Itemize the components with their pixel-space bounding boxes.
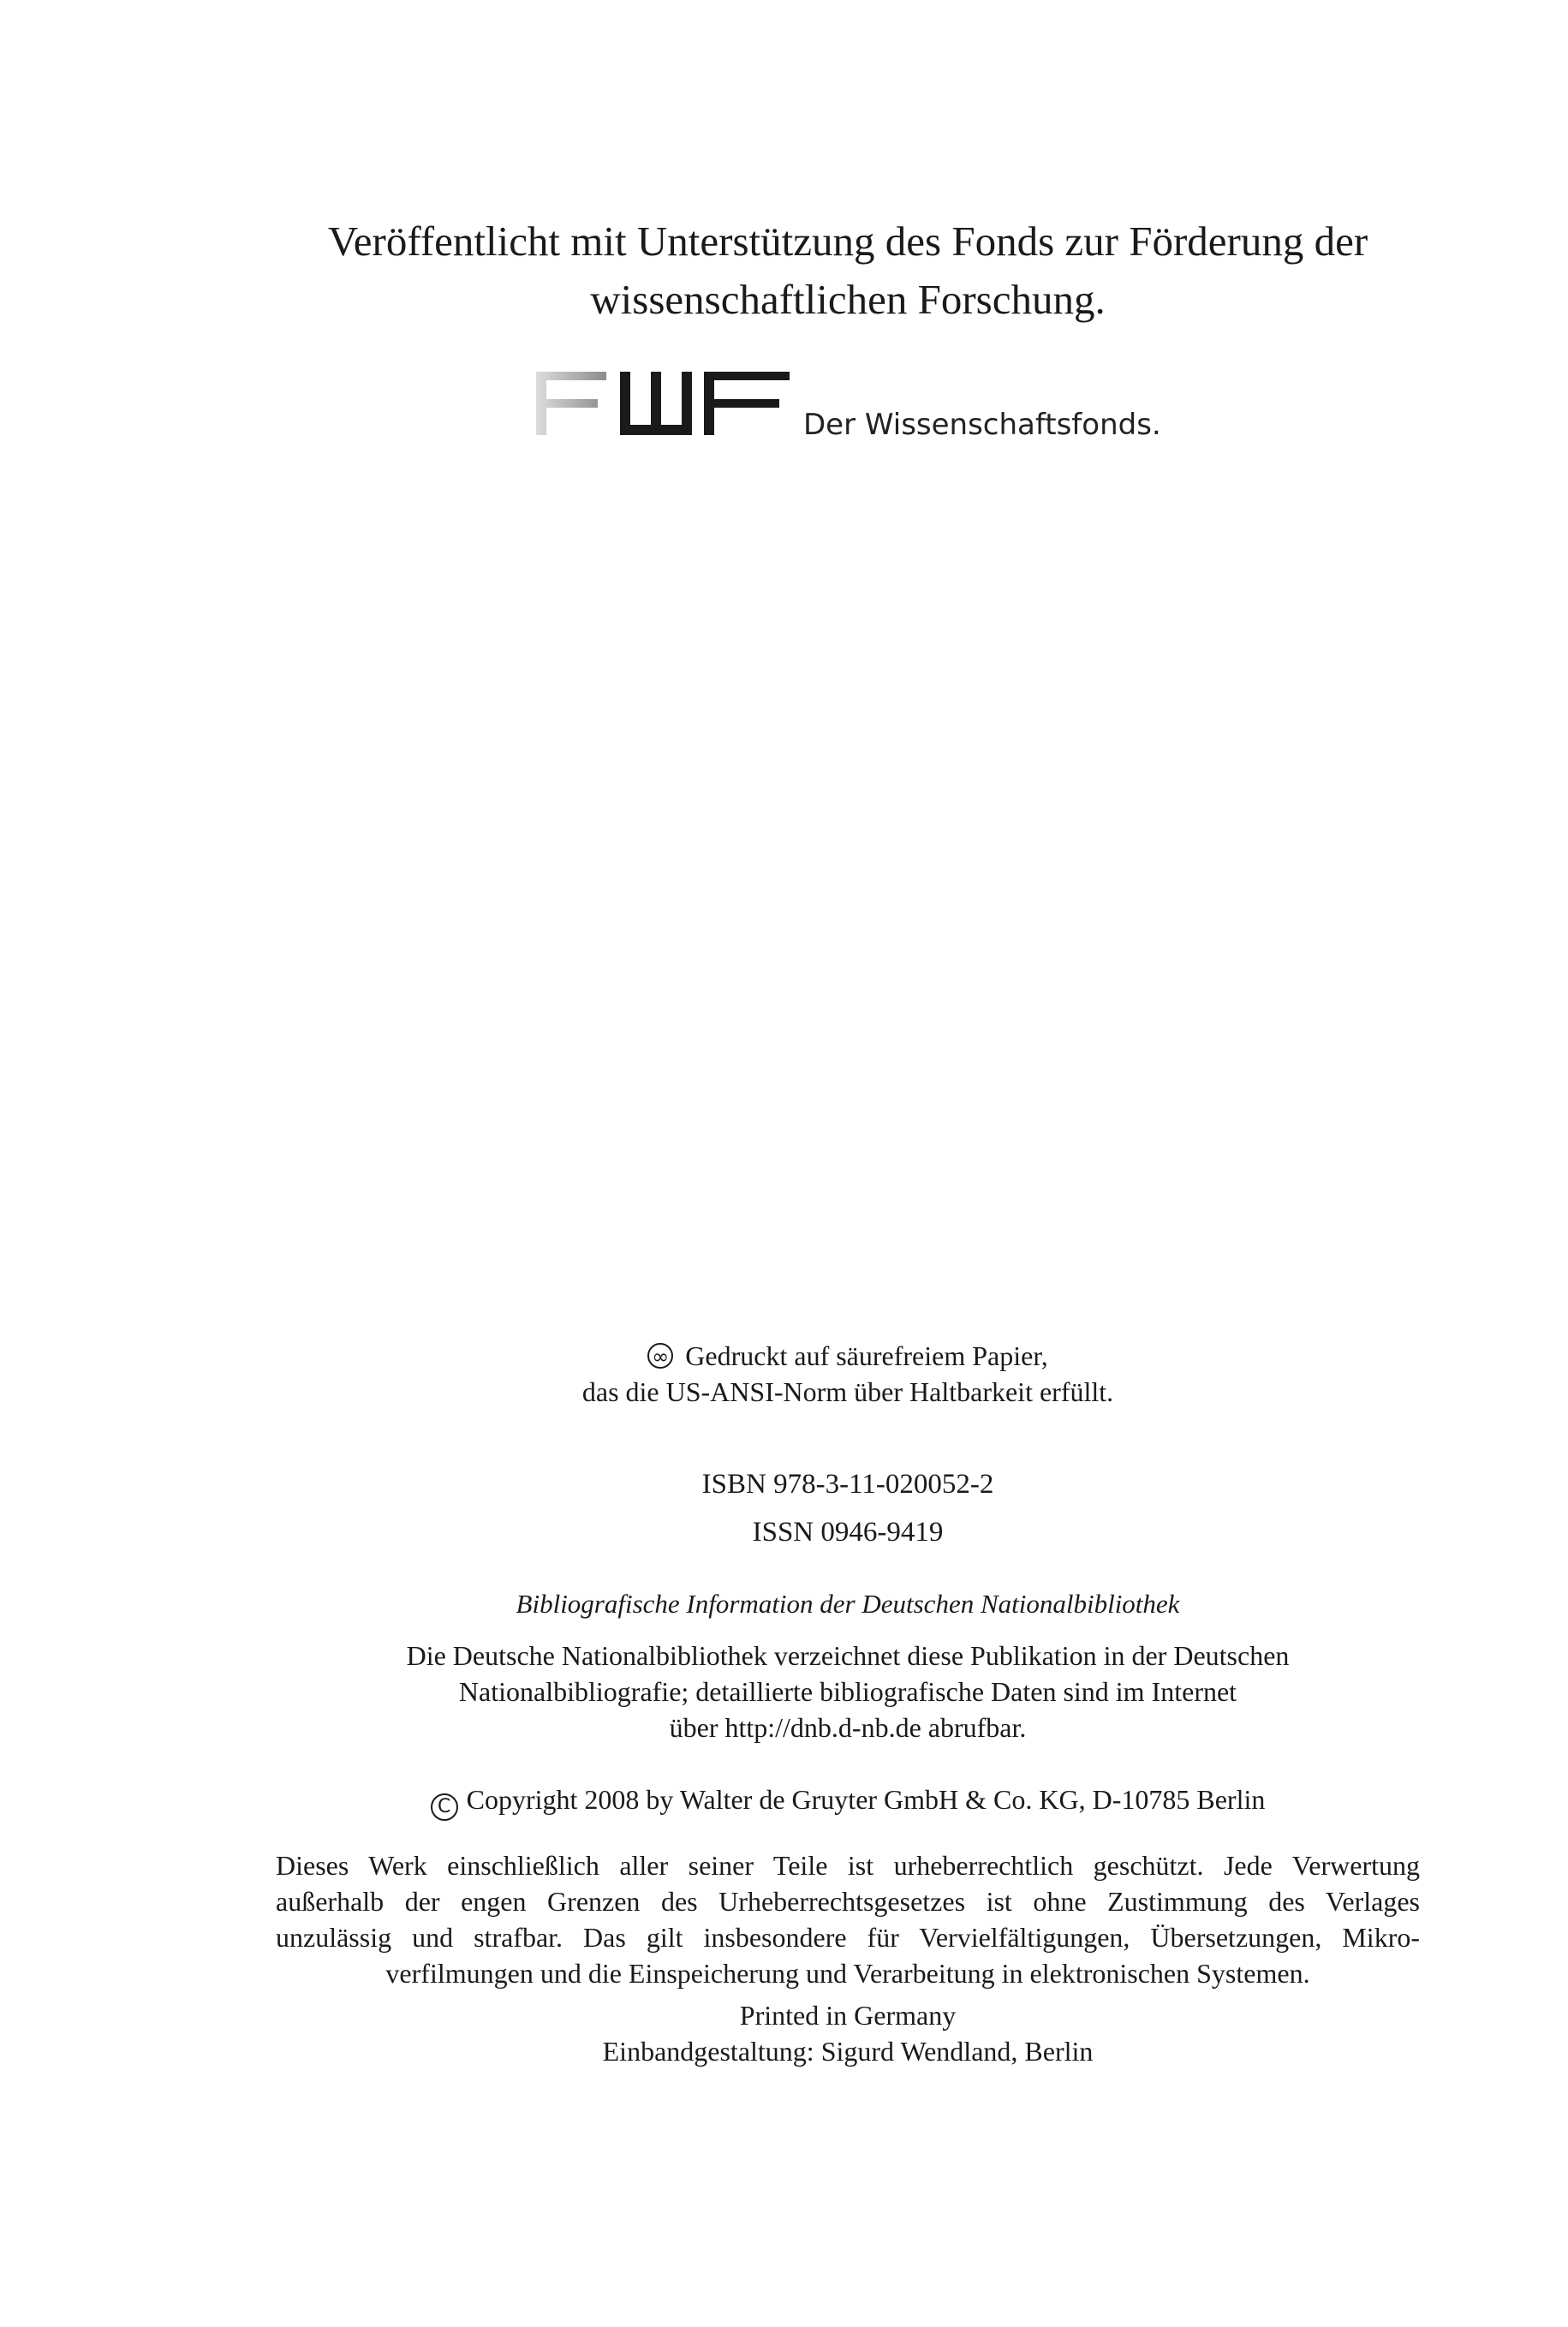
cover-design: Einbandgestaltung: Sigurd Wendland, Berlin bbox=[602, 2036, 1094, 2067]
logo-letter-w bbox=[620, 372, 692, 435]
rights-notice bbox=[276, 1847, 1420, 1991]
dnb-heading: Bibliografische Information der Deutschen Nationalbibliothek bbox=[516, 1589, 1180, 1619]
dnb-line-2: Nationalbibliografie; detaillierte bibliografische Daten sind im Internet bbox=[458, 1676, 1237, 1707]
identifiers bbox=[223, 1460, 1473, 1556]
dnb-line-1: Die Deutsche Nationalbibliothek verzeichnet diese Publikation in der Deutschen bbox=[406, 1640, 1290, 1671]
rights-line-4: verfilmungen und die Einspeicherung und Verarbeitung in elektronischen Systemen. bbox=[385, 1958, 1310, 1989]
copyright-line bbox=[223, 1781, 1473, 1821]
logo-letter-f-black bbox=[704, 372, 790, 435]
paper-line-1: ∞Gedruckt auf säurefreiem Papier, bbox=[223, 1338, 1473, 1374]
copyright-icon: C bbox=[431, 1793, 458, 1821]
rights-line-3: unzulässig und strafbar. Das gilt insbesondere für Vervielfältigungen, Übersetzungen, Mikro- bbox=[276, 1922, 1420, 1953]
logo-tagline: Der Wissenschaftsfonds. bbox=[803, 408, 1161, 442]
print-info bbox=[223, 1997, 1473, 2069]
fwf-logo bbox=[534, 368, 1185, 442]
printed-in: Printed in Germany bbox=[739, 2000, 957, 2031]
copyright-text: Copyright 2008 by Walter de Gruyter GmbH & Co. KG, D-10785 Berlin bbox=[466, 1784, 1266, 1815]
dnb-text bbox=[223, 1638, 1473, 1745]
paper-notice bbox=[223, 1338, 1473, 1410]
logo-letter-f-grey bbox=[536, 372, 606, 435]
rights-line-2: außerhalb der engen Grenzen des Urheberrechtsgesetzes ist ohne Zustimmung des Verlages bbox=[276, 1886, 1420, 1917]
funding-line-1: Veröffentlicht mit Unterstützung des Fonds zur Förderung der bbox=[327, 218, 1368, 265]
fwf-logo-letters bbox=[534, 368, 791, 437]
infinity-circle-icon bbox=[647, 1343, 673, 1369]
issn: ISSN 0946-9419 bbox=[752, 1517, 944, 1548]
paper-line-2: das die US-ANSI-Norm über Haltbarkeit erfüllt. bbox=[581, 1376, 1114, 1407]
funding-statement bbox=[223, 212, 1473, 329]
funding-line-2: wissenschaftlichen Forschung. bbox=[590, 276, 1106, 323]
rights-line-1: Dieses Werk einschließlich aller seiner Teile ist urheberrechtlich geschützt. Jede Verwertung bbox=[276, 1850, 1420, 1881]
isbn: ISBN 978-3-11-020052-2 bbox=[701, 1469, 994, 1500]
dnb-line-3: über http://dnb.d-nb.de abrufbar. bbox=[669, 1712, 1027, 1743]
